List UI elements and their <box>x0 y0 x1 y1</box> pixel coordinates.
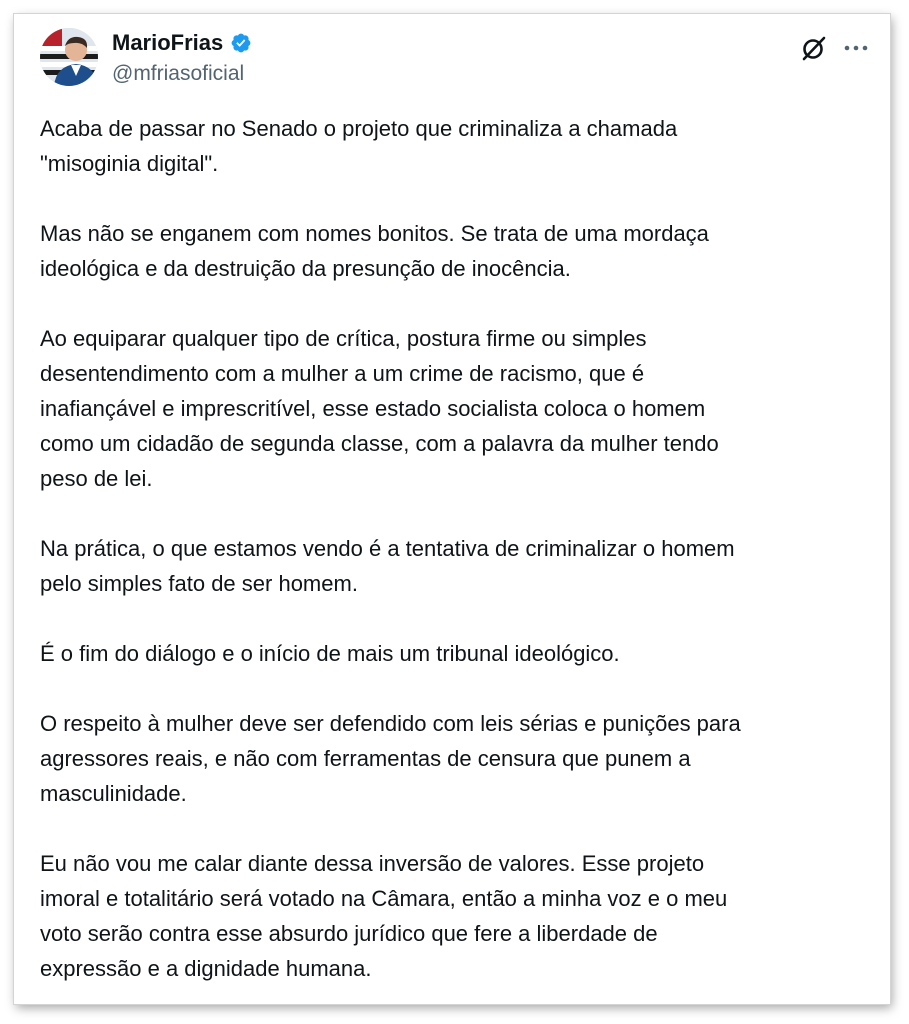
profile-photo <box>40 28 98 86</box>
verified-badge-icon <box>230 32 252 54</box>
tweet-paragraph: Acaba de passar no Senado o projeto que criminaliza a chamada "misoginia digital". <box>40 116 678 176</box>
grok-icon[interactable] <box>800 34 828 62</box>
tweet-paragraph: Eu não vou me calar diante dessa inversão de valores. Esse projeto imoral e totalitário será votado na Câmara, então a minha voz e o meu voto serão contra esse absurdo jurídico que fere a liberdade de expressão e a dignidade humana. <box>40 851 728 981</box>
tweet-paragraph: É o fim do diálogo e o início de mais um tribunal ideológico. <box>40 641 620 666</box>
tweet-paragraph: Mas não se enganem com nomes bonitos. Se trata de uma mordaça ideológica e da destruição da presunção de inocência. <box>40 221 709 281</box>
tweet-paragraph: O respeito à mulher deve ser defendido com leis sérias e punições para agressores reais, e não com ferramentas de censura que punem a masculinidade. <box>40 711 741 806</box>
more-options-icon[interactable] <box>842 34 870 62</box>
tweet-card <box>14 14 890 1004</box>
tweet-text <box>40 111 870 986</box>
tweet-actions <box>790 34 870 64</box>
avatar[interactable] <box>40 28 98 86</box>
author-info <box>112 30 252 86</box>
author-handle[interactable]: @mfriasoficial <box>112 62 245 85</box>
author-display-name[interactable]: MarioFrias <box>112 30 224 55</box>
tweet-paragraph: Ao equiparar qualquer tipo de crítica, postura firme ou simples desentendimento com a mulher a um crime de racismo, que é inafiançável e imprescritível, esse estado socialista coloca o homem como um cidadão de segunda classe, com a palavra da mulher tendo peso de lei. <box>40 326 719 491</box>
tweet-header <box>40 28 870 98</box>
tweet-paragraph: Na prática, o que estamos vendo é a tentativa de criminalizar o homem pelo simples fato de ser homem. <box>40 536 735 596</box>
